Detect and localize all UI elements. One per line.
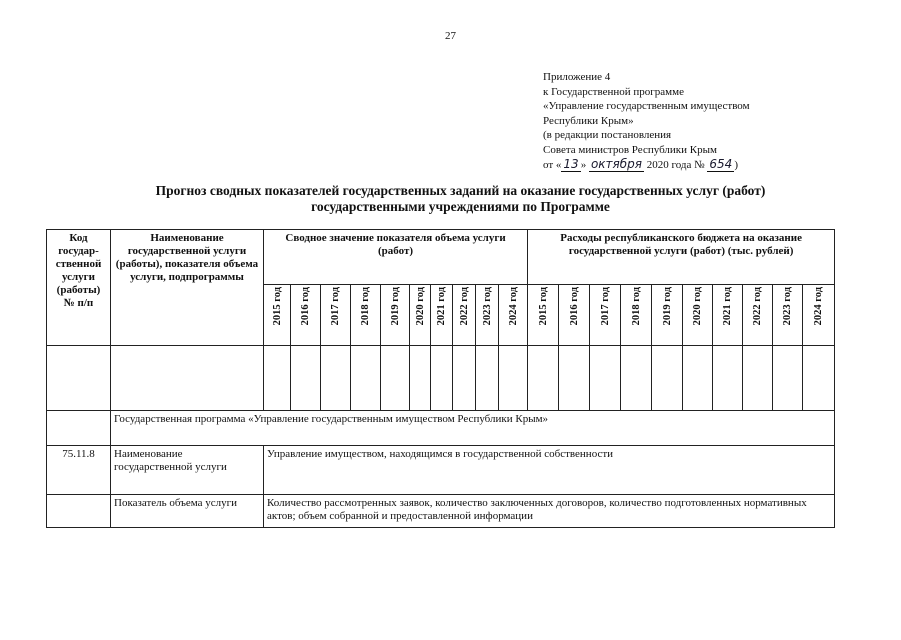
table-cell <box>351 346 381 411</box>
table-cell <box>803 346 835 411</box>
year-header <box>431 285 453 346</box>
table-row-indicator <box>47 495 835 528</box>
table-cell <box>410 346 431 411</box>
table-cell <box>321 346 351 411</box>
header-expense-group: Расходы республиканского бюджета на оказание государственной услуги (работ) (тыс. рублей) <box>528 230 835 285</box>
table-cell <box>652 346 683 411</box>
year-header <box>291 285 321 346</box>
year-header <box>476 285 499 346</box>
year-header <box>410 285 431 346</box>
year-header <box>499 285 528 346</box>
year-label: 2017 год <box>599 287 611 326</box>
table-cell <box>291 346 321 411</box>
year-header <box>683 285 713 346</box>
table-cell <box>431 346 453 411</box>
year-header <box>453 285 476 346</box>
table-cell <box>713 346 743 411</box>
title-line-2: государственными учреждениями по Программе <box>311 199 610 214</box>
indicators-table <box>46 229 835 528</box>
table-cell <box>47 411 111 446</box>
year-label: 2015 год <box>537 287 549 326</box>
year-label: 2024 год <box>813 287 825 326</box>
appendix-line: Приложение 4 <box>543 71 611 83</box>
date-prefix: от « <box>543 159 562 171</box>
table-cell <box>773 346 803 411</box>
appendix-line: к Государственной программе <box>543 85 684 98</box>
year-label: 2021 год <box>722 287 734 326</box>
table-cell <box>743 346 773 411</box>
year-label: 2024 год <box>507 287 519 326</box>
year-header <box>621 285 652 346</box>
handwritten-doc-number: 654 <box>709 157 733 171</box>
year-header <box>351 285 381 346</box>
table-cell <box>683 346 713 411</box>
year-label: 2019 год <box>389 287 401 326</box>
year-label: 2022 год <box>458 287 470 326</box>
table-cell <box>499 346 528 411</box>
service-value: Управление имуществом, находящимся в государственной собственности <box>264 446 835 495</box>
table-cell <box>476 346 499 411</box>
table-cell <box>111 346 264 411</box>
table-cell <box>453 346 476 411</box>
table-row-blank <box>47 346 835 411</box>
indicator-label: Показатель объема услуги <box>111 495 264 528</box>
year-header <box>713 285 743 346</box>
table-cell <box>264 346 291 411</box>
service-code: 75.11.8 <box>47 446 111 495</box>
year-label: 2015 год <box>271 287 283 326</box>
year-label: 2022 год <box>752 287 764 326</box>
appendix-date-line: от « 13 » октября 2020 года № 654 ) <box>543 157 738 171</box>
indicator-value: Количество рассмотренных заявок, количество заключенных договоров, количество подготовленных нормативных актов; объем собранной и предоставленной информации <box>264 495 835 528</box>
header-volume-group: Сводное значение показателя объема услуги (работ) <box>264 230 528 285</box>
year-header <box>773 285 803 346</box>
year-label: 2017 год <box>330 287 341 326</box>
year-label: 2018 год <box>360 287 371 326</box>
header-name: Наименование государственной услуги (работы), показателя объема услуги, подпрограммы <box>111 230 264 346</box>
year-header <box>743 285 773 346</box>
document-title <box>60 183 861 215</box>
table-cell <box>47 346 111 411</box>
table-cell <box>528 346 559 411</box>
table-cell <box>590 346 621 411</box>
table-row-program <box>47 411 835 446</box>
year-label: 2023 год <box>481 287 493 326</box>
service-label: Наименование государственной услуги <box>111 446 264 495</box>
year-header <box>381 285 410 346</box>
year-header <box>264 285 291 346</box>
year-label: 2016 год <box>568 287 580 326</box>
appendix-line: Совета министров Республики Крым <box>543 143 717 156</box>
appendix-header <box>543 70 873 173</box>
year-label: 2023 год <box>782 287 794 326</box>
title-line-1: Прогноз сводных показателей государственных заданий на оказание государственных услуг (работ) <box>155 183 766 198</box>
year-label: 2021 год <box>436 287 447 326</box>
year-header <box>652 285 683 346</box>
handwritten-date-month: октября <box>590 157 642 171</box>
appendix-line: (в редакции постановления <box>543 129 672 141</box>
table-cell <box>381 346 410 411</box>
program-name: Государственная программа «Управление государственным имуществом Республики Крым» <box>111 411 835 446</box>
table-cell <box>621 346 652 411</box>
table-cell <box>559 346 590 411</box>
date-year-text: 2020 года № <box>646 159 705 171</box>
handwritten-date-day: 13 <box>563 157 579 171</box>
appendix-line: Республики Крым» <box>543 114 634 127</box>
year-header <box>559 285 590 346</box>
year-label: 2018 год <box>630 287 642 326</box>
year-label: 2019 год <box>661 287 673 326</box>
year-label: 2020 год <box>692 287 704 326</box>
year-label: 2020 год <box>414 287 426 326</box>
year-header <box>528 285 559 346</box>
year-label: 2016 год <box>300 287 311 326</box>
page-number: 27 <box>445 30 456 42</box>
table-row-service <box>47 446 835 495</box>
appendix-line: «Управление государственным имуществом <box>543 100 750 112</box>
year-header <box>590 285 621 346</box>
header-code: Код государ-ственной услуги (работы) № п/п <box>47 230 111 346</box>
table-cell <box>47 495 111 528</box>
year-header <box>803 285 835 346</box>
year-header <box>321 285 351 346</box>
